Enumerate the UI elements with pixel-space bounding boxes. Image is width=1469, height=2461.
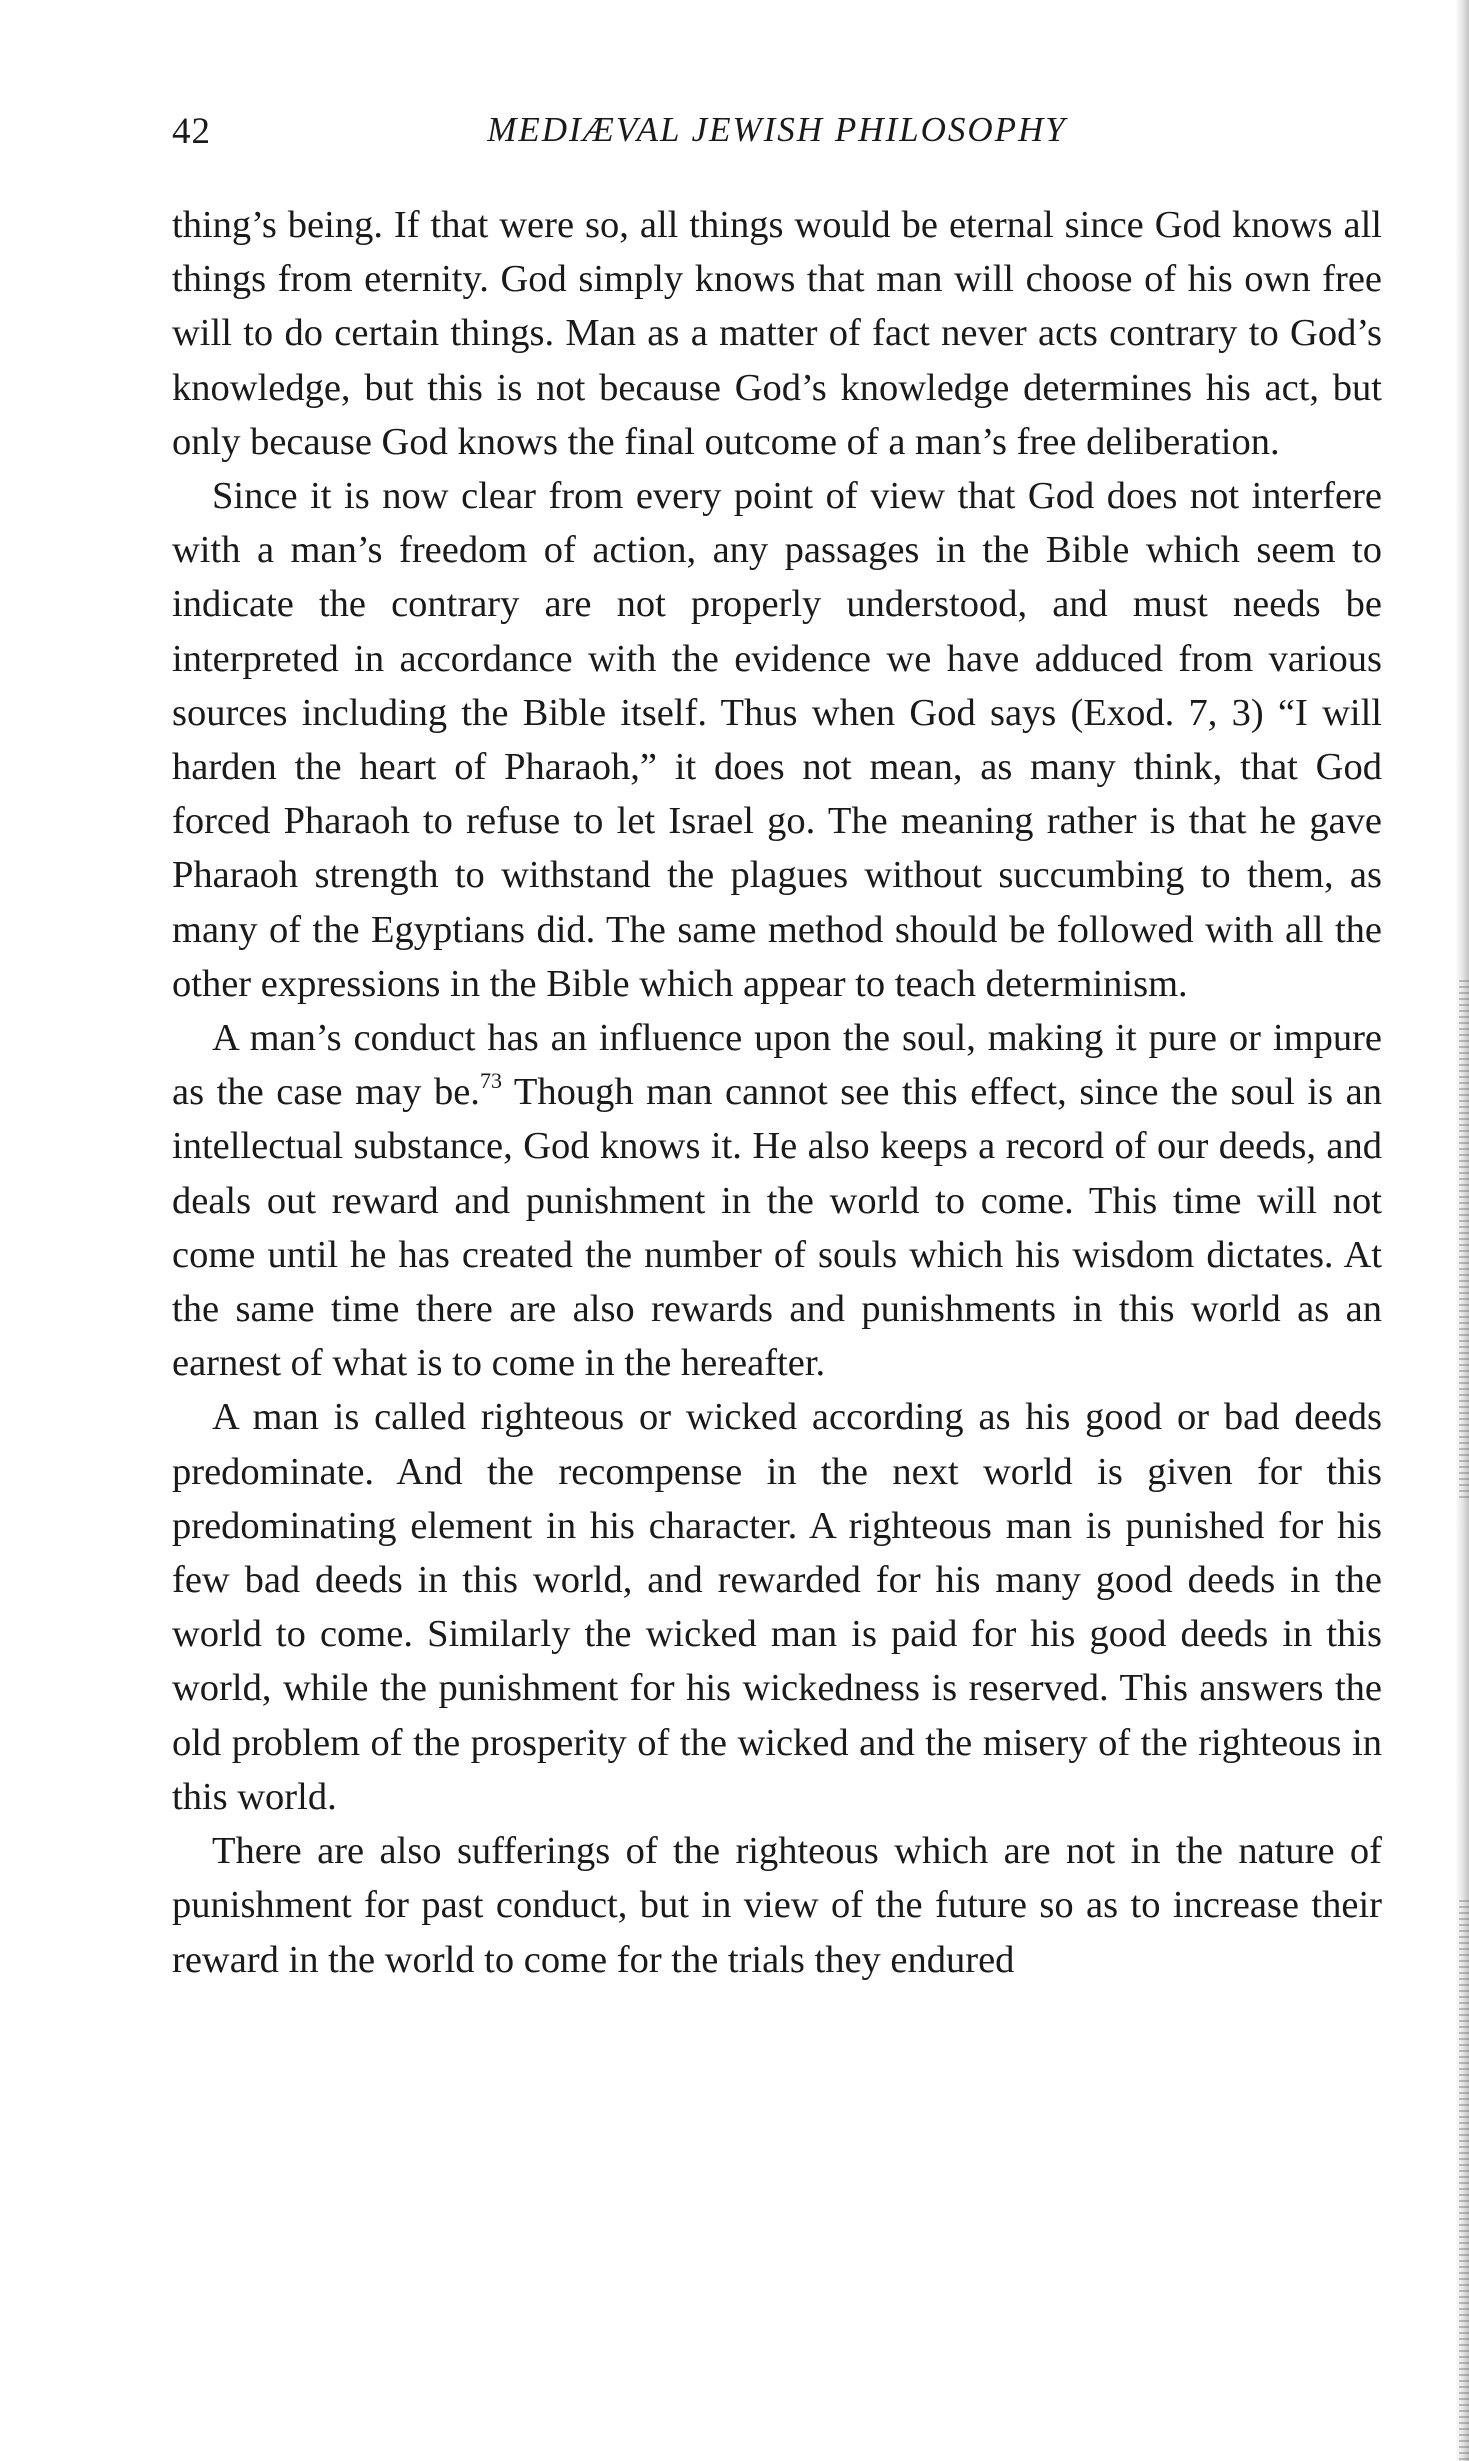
page-edge-speckle-lower (1459, 1900, 1469, 2460)
running-title: MEDIÆVAL JEWISH PHILOSOPHY (487, 110, 1067, 149)
page-edge-speckle-upper (1459, 980, 1469, 1500)
paragraph-1: thing’s being. If that were so, all things would be eternal since God knows all things from eternity. God simply knows that man will choose of his own free will to do certain things. Man as a matter of fact never acts contrary to God’s knowledge, but this is not because God’s knowledge determines his act, but only because God knows the final outcome of a man’s free deliberation. (172, 204, 1382, 463)
paragraph-3-text-before-note: A man’s conduct has an influence upon the soul, making it pure or impure as the case may be. (172, 1017, 1382, 1114)
paragraph-3 (172, 1011, 1382, 1390)
page-number: 42 (172, 111, 211, 152)
paragraph-5: There are also sufferings of the righteous which are not in the nature of punishment for past conduct, but in view of the future so as to increase their reward in the world to come for the trials they endured (172, 1830, 1382, 1981)
paragraph-4: A man is called righteous or wicked according as his good or bad deeds predominate. And the recompense in the next world is given for this predominating element in his character. A righteous man is punished for his few bad deeds in this world, and rewarded for his many good deeds in the world to come. Similarly the wicked man is paid for his good deeds in this world, while the punishment for his wickedness is reserved. This answers the old problem of the prosperity of the wicked and the misery of the righteous in this world. (172, 1396, 1382, 1818)
page-header (172, 104, 1382, 154)
paragraph-3-text-after-note: Though man cannot see this effect, since the soul is an intellectual substance, God knows it. He also keeps a record of our deeds, and deals out reward and punishment in the world to come. This time will not come until he has created the number of souls which his wisdom dictates. At the same time there are also rewards and punishments in this world as an earnest of what is to come in the hereafter. (172, 1071, 1382, 1385)
footnote-reference: 73 (479, 1068, 502, 1094)
body-text (172, 198, 1382, 1987)
paragraph-2: Since it is now clear from every point of view that God does not interfere with a man’s freedom of action, any passages in the Bible which seem to indicate the contrary are not properly understood, and must needs be interpreted in accordance with the evidence we have adduced from various sources including the Bible itself. Thus when God says (Exod. 7, 3) “I will harden the heart of Pharaoh,” it does not mean, as many think, that God forced Pharaoh to refuse to let Israel go. The meaning rather is that he gave Pharaoh strength to withstand the plagues without succumbing to them, as many of the Egyptians did. The same method should be followed with all the other expressions in the Bible which appear to teach determinism. (172, 475, 1382, 1005)
